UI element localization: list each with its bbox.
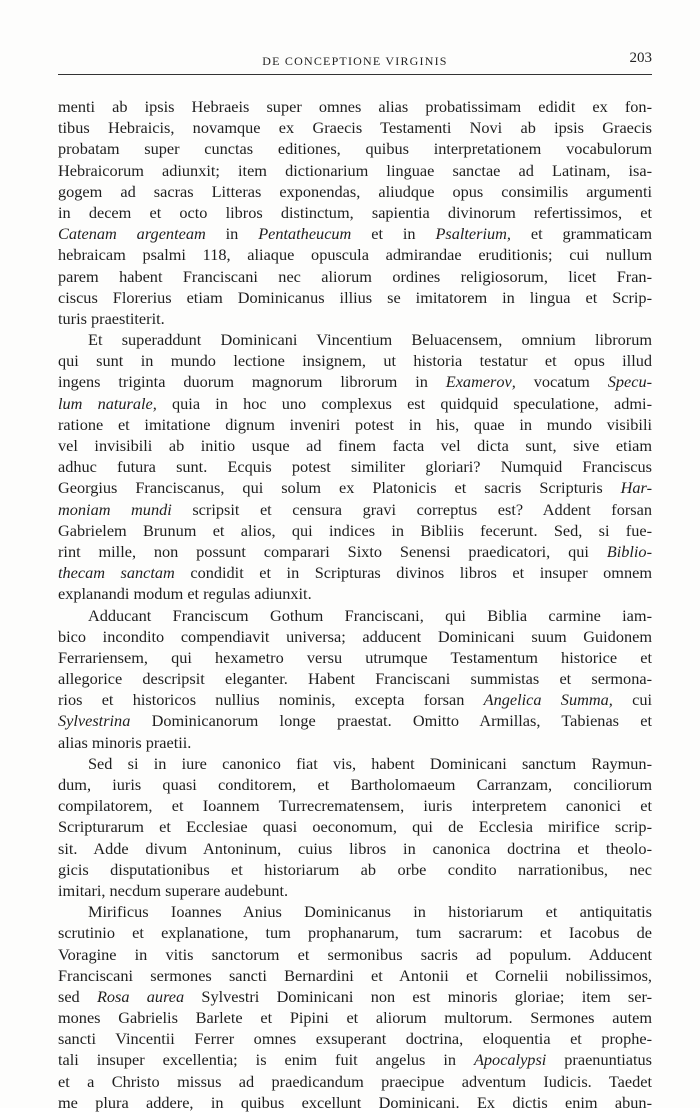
text-line [58, 329, 652, 350]
text-segment: menti ab ipsis Hebraeis super omnes alias probatissimam edidit ex fon- [58, 97, 652, 116]
text-segment: adhuc futura sunt. Ecquis potest similiter gloriari? Numquid Franciscus [58, 457, 652, 477]
text-segment: et in [351, 224, 436, 244]
italic-segment: Biblio- [606, 541, 652, 561]
text-segment: sancti Vincentii Ferrer omnes exsuperant doctrina, eloquentia et prophe- [58, 1029, 652, 1049]
text-line [58, 477, 652, 498]
text-line [58, 605, 652, 626]
text-line [58, 138, 652, 159]
page-number: 203 [629, 50, 652, 66]
text-segment: dum, iuris quasi conditorem, et Bartholomaeum Carranzam, conciliorum [58, 775, 652, 794]
text-line [58, 1071, 652, 1092]
text-segment: tibus Hebraicis, novamque ex Graecis Testamenti Novi ab ipsis Graecis [58, 118, 652, 138]
text-segment: Gabrielem Brunum et alios, qui indices in Bibliis fecerunt. Sed, si fue- [58, 520, 652, 540]
text-segment: Dominicanorum longe praestat. Omitto Armillas, Tabienas et [130, 711, 652, 731]
italic-segment: Examerον, [445, 372, 516, 392]
text-segment: scrutinio et explanatione, tum prophanarum, tum sacrarum: et Iacobus de [58, 923, 652, 943]
text-line [58, 202, 652, 223]
text-line [58, 393, 652, 414]
text-line [58, 287, 652, 308]
text-line [58, 1007, 652, 1028]
text-segment: ratione et imitatione dignum inveniri potest in his, quae in mundo visibili [58, 414, 652, 434]
text-segment: scripsit et censura gravi correptus est? Addent forsan [171, 499, 652, 519]
text-line [58, 901, 652, 922]
text-line [58, 414, 652, 435]
body-text [58, 96, 652, 1113]
text-line [58, 160, 652, 181]
text-line [58, 986, 652, 1007]
text-segment: compilatorem, et Ioannem Turrecrematensem, iuris interpretem canonici et [58, 796, 652, 816]
text-line [58, 965, 652, 986]
text-line [58, 350, 652, 371]
text-line [58, 520, 652, 541]
text-segment: me plura addere, in quibus excellunt Dominicani. Ex dictis enim abun- [58, 1092, 652, 1112]
text-line [58, 647, 652, 668]
italic-segment: moniam mundi [58, 499, 172, 519]
text-line [58, 541, 652, 562]
text-segment: ingens triginta duorum magnorum librorum in [58, 372, 446, 392]
text-segment: rios et historicos nullius nominis, excepta forsan [58, 690, 484, 710]
text-line [58, 1049, 652, 1070]
italic-segment: Sylvestrina [58, 711, 131, 731]
italic-segment: Angelica Summa, [483, 690, 613, 710]
header-rule [58, 74, 652, 75]
text-segment: allegorice descripsit eleganter. Habent Franciscani summistas et sermona- [58, 669, 652, 689]
text-segment: Sed si in iure canonico fiat vis, habent Dominicani sanctum Raymun- [88, 753, 652, 773]
text-segment: cui [612, 690, 652, 710]
text-segment: vel invisibili ab initio usque ad finem facta vel dicta sunt, sive etiam [58, 436, 652, 455]
text-segment: et grammaticam [510, 224, 653, 244]
text-segment: imitari, necdum superare audebunt. [58, 880, 289, 900]
text-segment: in [205, 224, 259, 244]
text-line [58, 922, 652, 943]
text-segment: condidit et in Scripturas divinos libros et insuper omnem [174, 563, 653, 583]
text-segment: in decem et octo libros distinctum, sapientia divinorum refertissimos, et [58, 202, 652, 222]
italic-segment: Psalterium, [435, 224, 511, 244]
text-segment: Et superaddunt Dominicani Vincentium Beluacensem, omnium librorum [88, 330, 652, 350]
text-segment: gicis disputationibus et historiarum ab orbe condito narrationibus, nec [58, 859, 652, 879]
text-segment: tali insuper excellentia; is enim fuit angelus in [58, 1050, 474, 1070]
text-segment: Scripturarum et Ecclesiae quasi oeconomum, qui de Ecclesia mirifice scrip- [58, 817, 652, 837]
text-segment: Voragine in vitis sanctorum et sermonibus sacris ad populum. Adducent [58, 944, 652, 964]
text-segment: et a Christo missus ad praedicandum praecipue adventum Iudicis. Taedet [58, 1071, 652, 1091]
text-line [58, 710, 652, 731]
italic-segment: Har- [620, 478, 652, 498]
text-segment: sit. Adde divum Antoninum, cuius libros in canonica doctrina et theolo- [58, 838, 652, 858]
text-line [58, 859, 652, 880]
text-line [58, 732, 652, 753]
text-segment: Georgius Franciscanus, qui solum ex Platonicis et sacris Scripturis [58, 478, 621, 498]
text-segment: hebraicam psalmi 118, aliaque opuscula admirandae eruditionis; cui nullum [58, 245, 652, 265]
text-segment: Hebraicorum adiunxit; item dictionarium linguae sanctae ad Latinam, isa- [58, 160, 652, 180]
italic-segment: lum naturale, [58, 393, 157, 413]
page-header [58, 50, 652, 72]
text-line [58, 1028, 652, 1049]
text-segment: praenuntiatus [546, 1050, 652, 1070]
italic-segment: Rosa aurea [96, 986, 185, 1006]
text-line [58, 266, 652, 287]
text-segment: probatam super cunctas editiones, quibus interpretationem vocabulorum [58, 139, 652, 159]
text-line [58, 562, 652, 583]
text-segment: mones Gabrielis Barlete et Pipini et aliorum multorum. Sermones autem [58, 1008, 652, 1028]
text-line [58, 371, 652, 392]
text-line [58, 435, 652, 456]
text-line [58, 223, 652, 244]
text-segment: bico incondito compendiavit universa; adducent Dominicani suum Guidonem [58, 626, 652, 646]
text-line [58, 880, 652, 901]
text-segment: qui sunt in mundo lectione insignem, ut historia testatur et opus illud [58, 351, 652, 371]
italic-segment: Catenam argenteam [58, 224, 206, 244]
text-line [58, 689, 652, 710]
text-line [58, 774, 652, 795]
text-line [58, 244, 652, 265]
text-segment: explanandi modum et regulas adiunxit. [58, 584, 312, 604]
italic-segment: Apocalypsi [473, 1050, 547, 1070]
text-line [58, 456, 652, 477]
italic-segment: Pentatheucum [258, 224, 352, 244]
text-segment: Mirificus Ioannes Anius Dominicanus in historiarum et antiquitatis [88, 902, 652, 922]
text-line [58, 838, 652, 859]
text-segment: sed [58, 986, 97, 1006]
text-line [58, 117, 652, 138]
text-segment: quia in hoc uno complexus est quidquid speculatione, admi- [156, 393, 652, 413]
text-line [58, 583, 652, 604]
running-title: DE CONCEPTIONE VIRGINIS [262, 54, 448, 68]
text-segment: parem habent Franciscani nec aliorum ordines religiosorum, licet Fran- [58, 266, 652, 286]
text-line [58, 795, 652, 816]
text-line [58, 753, 652, 774]
text-segment: Sylvestri Dominicani non est minoris gloriae; item ser- [184, 986, 652, 1006]
text-segment: alias minoris praetii. [58, 732, 192, 752]
text-line [58, 944, 652, 965]
text-line [58, 96, 652, 117]
text-line [58, 816, 652, 837]
italic-segment: thecam sanctam [58, 563, 175, 583]
text-segment: gogem ad sacras Litteras exponendas, aliudque opus consimilis argumenti [58, 181, 652, 201]
text-segment: ciscus Florerius etiam Dominicanus illius se imitatorem in lingua et Scrip- [58, 287, 652, 307]
text-segment: turis praestiterit. [58, 308, 165, 328]
text-line [58, 181, 652, 202]
text-segment: Ferrariensem, qui hexametro versu utrumque Testamentum historice et [58, 647, 652, 667]
text-segment: Adducant Franciscum Gothum Franciscani, qui Biblia carmine iam- [88, 605, 652, 625]
text-line [58, 308, 652, 329]
text-segment: Franciscani sermones sancti Bernardini et Antonii et Cornelii nobilissimos, [58, 965, 652, 985]
italic-segment: Specu- [607, 372, 653, 392]
text-line [58, 499, 652, 520]
text-line [58, 668, 652, 689]
text-line [58, 626, 652, 647]
text-segment: rint mille, non possunt comparari Sixto Senensi praedicatori, qui [58, 541, 607, 561]
text-segment: vocatum [515, 372, 608, 392]
text-line [58, 1092, 652, 1113]
